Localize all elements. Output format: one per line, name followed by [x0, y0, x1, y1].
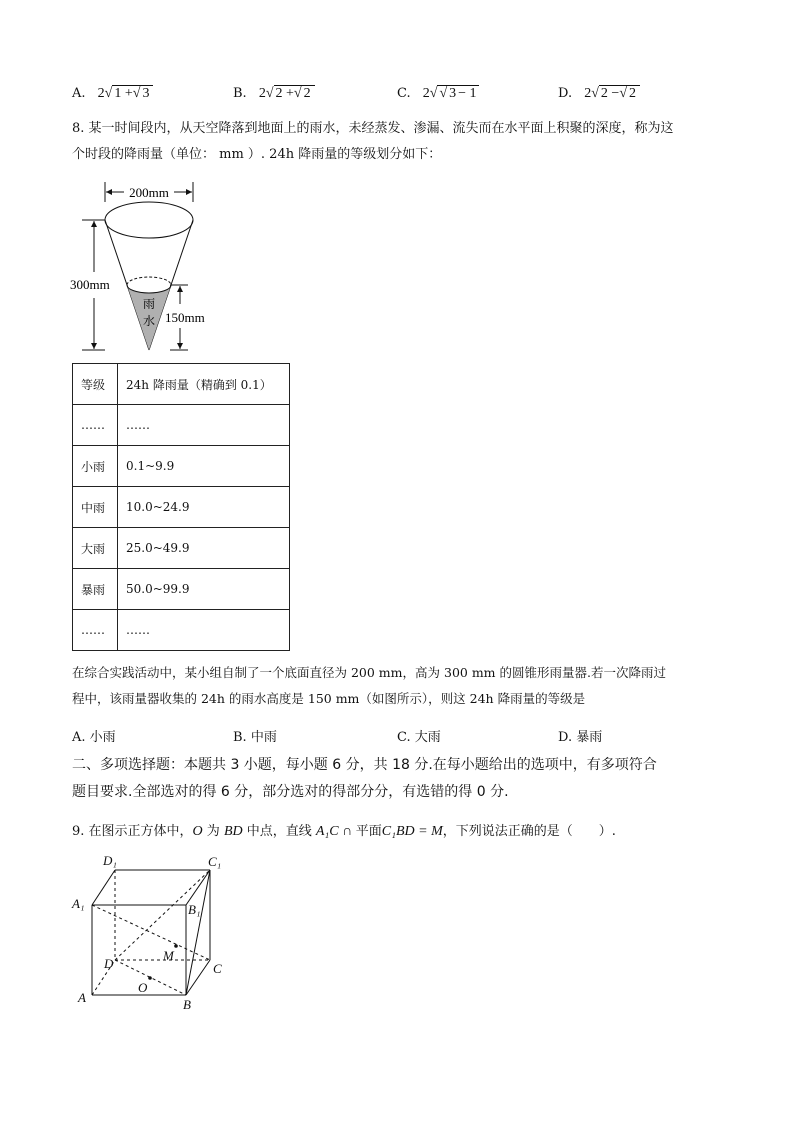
question-8-context — [72, 660, 732, 712]
question-8-line-3: 在综合实践活动中，某小组自制了一个底面直径为 200 mm，高为 300 mm 的圆锥形雨量器.若一次降雨过 — [72, 665, 666, 680]
arrow-head-left — [106, 189, 112, 195]
option-label: D. — [558, 86, 573, 101]
table-cell: 大雨 — [73, 528, 118, 569]
q9-segment-bd: BD — [223, 824, 243, 839]
q9-text: ，下列说法正确的是（ ）. — [442, 824, 616, 839]
choice-text: 暴雨 — [576, 730, 603, 745]
rainfall-grade-table — [72, 363, 290, 651]
section-2-line-2: 题目要求.全部选对的得 6 分，部分选对的得部分分，有选错的得 0 分. — [72, 784, 509, 800]
table-header-cell: 等级 — [73, 364, 118, 405]
section-2-line-1: 二、多项选择题：本题共 3 小题，每小题 6 分，共 18 分.在每小题给出的选项中，有多项符合 — [72, 757, 657, 773]
option-d — [558, 86, 640, 102]
q8-choice-b[interactable] — [233, 726, 277, 745]
table-cell: 暴雨 — [73, 569, 118, 610]
table-row — [73, 569, 290, 610]
q9-line-a1c: A₁C ∩ — [315, 824, 356, 839]
diameter-label: 200mm — [129, 185, 169, 200]
q8-choice-d[interactable] — [558, 726, 602, 745]
cone-top-ellipse — [105, 202, 193, 238]
point-o — [148, 976, 152, 980]
water-surface-back — [127, 277, 171, 285]
label-a1: A₁ — [72, 896, 85, 911]
table-cell: 中雨 — [73, 487, 118, 528]
choice-label: D. — [558, 730, 573, 745]
q9-plane-c1bd: C₁BD = M — [381, 824, 443, 839]
cone-rain-gauge-figure — [70, 180, 220, 360]
choice-label: A. — [72, 730, 86, 745]
question-9-stem — [72, 820, 616, 840]
table-row — [73, 405, 290, 446]
section-2-instructions — [72, 752, 732, 806]
table-cell: …… — [118, 405, 290, 446]
edge-a1-d1 — [92, 870, 115, 905]
table-cell: 0.1~9.9 — [118, 446, 290, 487]
q9-text: 为 — [202, 824, 224, 839]
option-label: A. — [72, 86, 86, 101]
table-header-row — [73, 364, 290, 405]
table-header-cell: 24h 降雨量（精确到 0.1） — [118, 364, 290, 405]
option-expression: 2√ 2 +√ 2 — [259, 85, 315, 101]
option-b — [233, 86, 315, 102]
table-cell: 小雨 — [73, 446, 118, 487]
choice-text: 小雨 — [89, 730, 116, 745]
arrow-head-water-top — [177, 286, 183, 292]
rain-label-2: 水 — [142, 314, 156, 328]
choice-text: 中雨 — [250, 730, 277, 745]
arrow-head-bottom — [91, 343, 97, 349]
table-cell: 10.0~24.9 — [118, 487, 290, 528]
table-cell: 25.0~49.9 — [118, 528, 290, 569]
choice-text: 大雨 — [414, 730, 441, 745]
table-row — [73, 487, 290, 528]
q8-choice-a[interactable] — [72, 726, 116, 745]
question-8-stem — [72, 116, 732, 168]
label-a: A — [78, 990, 86, 1005]
water-height-label: 150mm — [165, 310, 205, 325]
table-row — [73, 446, 290, 487]
table-cell: …… — [118, 610, 290, 651]
q9-text: 平面 — [355, 824, 382, 839]
option-expression: 2√ 2 −√ 2 — [584, 85, 640, 101]
choice-label: C. — [397, 730, 411, 745]
height-label: 300mm — [70, 277, 110, 292]
q9-text: 中点，直线 — [242, 824, 316, 839]
option-label: C. — [397, 86, 411, 101]
rain-label-1: 雨 — [142, 297, 156, 311]
arrow-head-water-bottom — [177, 343, 183, 349]
option-expression: 2√ 1 +√ 3 — [98, 85, 154, 101]
label-m: M — [163, 948, 174, 963]
option-label: B. — [233, 86, 247, 101]
arrow-head-right — [186, 189, 192, 195]
label-d1: D₁ — [103, 853, 117, 868]
table-cell: …… — [73, 610, 118, 651]
question-8-line-4: 程中，该雨量器收集的 24h 的雨水高度是 150 mm（如图所示），则这 24h 降雨量的等级是 — [72, 691, 586, 706]
label-o: O — [138, 980, 148, 995]
table-row — [73, 528, 290, 569]
table-row — [73, 610, 290, 651]
cube-figure — [70, 850, 240, 1015]
arrow-head-top — [91, 221, 97, 227]
point-m — [174, 944, 178, 948]
q8-choice-c[interactable] — [397, 726, 441, 745]
q9-point-o: O — [192, 824, 203, 839]
table-cell: 50.0~99.9 — [118, 569, 290, 610]
label-c1: C₁ — [208, 854, 222, 869]
q9-text: 9. 在图示正方体中， — [72, 824, 193, 839]
question-8-line-2: 个时段的降雨量（单位： mm ）. 24h 降雨量的等级划分如下： — [72, 147, 442, 162]
label-b1: B₁ — [188, 902, 201, 917]
option-expression: 2√ √ 3 − 1 — [422, 86, 477, 101]
label-b: B — [183, 997, 191, 1012]
question-8-line-1: 8. 某一时间段内，从天空降落到地面上的雨水，未经蒸发、渗漏、流失而在水平面上积聚的深度，称为这 — [72, 121, 674, 136]
label-c: C — [213, 961, 222, 976]
option-c — [397, 86, 479, 102]
choice-label: B. — [233, 730, 247, 745]
label-d: D — [104, 956, 114, 971]
option-a — [72, 86, 153, 102]
table-cell: …… — [73, 405, 118, 446]
